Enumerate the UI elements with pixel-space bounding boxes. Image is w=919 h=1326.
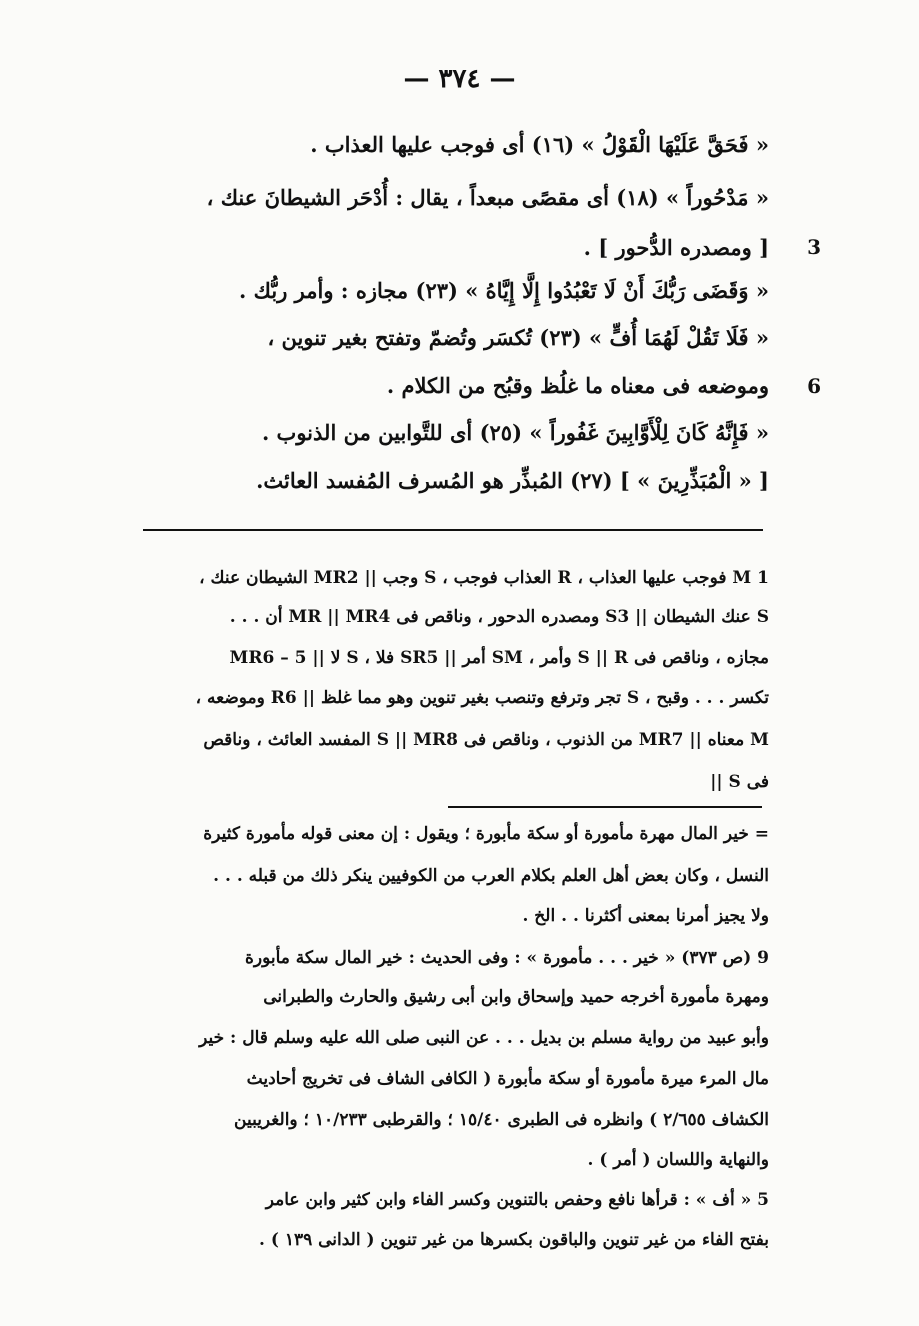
divider — [143, 529, 763, 531]
footnote-line: وأبو عبيد من رواية مسلم بن بديل . . . عن النبى صلى الله عليه وسلم قال : خير — [199, 1028, 769, 1048]
footnote-line: ومهرة مأمورة أخرجه حميد وإسحاق وابن أبى رشيق والحارث والطبرانى — [263, 987, 769, 1007]
footnote-line: 5 « أف » : قرأها نافع وحفص بالتنوين وكسر الفاء وابن كثير وابن عامر — [265, 1190, 769, 1210]
text-line: [ ومصدره الدُّحور ] . — [583, 235, 769, 260]
footnote-line: والنهاية واللسان ( أمر ) . — [587, 1150, 769, 1170]
note-line: تكسر . . . وقبح ، S تجر وترفع وتنصب بغير تنوين وهو مما غلظ || R6 وموضعه ، — [195, 688, 769, 708]
footnote-line: الكشاف ٢/٦٥٥ ) وانظره فى الطبرى ١٥/٤٠ ؛ والقرطبى ١٠/٢٣٣ ؛ والغريبين — [234, 1110, 769, 1130]
note-line: فى S || — [710, 772, 769, 792]
footnote-line: النسل ، وكان بعض أهل العلم بكلام العرب من الكوفيين ينكر ذلك من قبله . . . — [213, 866, 769, 886]
text-line: « وَقَضَى رَبُّكَ أَنْ لَا تَعْبُدُوا إِلَّا إِيَّاهُ » (٢٣) مجازه : وأمر ربُّك . — [239, 278, 769, 303]
note-line: 1 M فوجب عليها العذاب ، R العذاب فوجب ، S وجب || MR2 الشيطان عنك ، — [199, 568, 769, 588]
footnote-line: ولا يجيز أمرنا بمعنى أكثرنا . . الخ . — [522, 906, 769, 926]
line-marker: 3 — [807, 235, 821, 259]
footnote-line: بفتح الفاء من غير تنوين والباقون بكسرها من غير تنوين ( الدانى ١٣٩ ) . — [259, 1230, 769, 1250]
text-line: « فَحَقَّ عَلَيْهَا الْقَوْلُ » (١٦) أى فوجب عليها العذاب . — [310, 132, 769, 157]
text-line: وموضعه فى معناه ما غلُظ وقبُح من الكلام . — [386, 373, 769, 398]
text-line: « مَدْحُوراً » (١٨) أى مقصًى مبعداً ، يقال : أُدْحَر الشيطانَ عنك ، — [206, 185, 769, 210]
text-line: « فَلَا تَقُلْ لَهُمَا أُفٍّ » (٢٣) تُكسَر وتُضمّ وتفتح بغير تنوين ، — [267, 325, 769, 350]
note-line: M معناه || MR7 من الذنوب ، وناقص فى S || MR8 المفسد العائث ، وناقص — [203, 730, 769, 750]
footnote-line: مال المرء ميرة مأمورة أو سكة مأبورة ( الكافى الشاف فى تخريج أحاديث — [246, 1069, 769, 1089]
footnote-line: = خير المال مهرة مأمورة أو سكة مأبورة ؛ ويقول : إن معنى قوله مأمورة كثيرة — [203, 824, 769, 844]
footnote-line: 9 (ص ٣٧٣) « خير . . . مأمورة » : وفى الحديث : خير المال سكة مأبورة — [244, 948, 769, 968]
text-line: [ « الْمُبَذِّرِينَ » ] (٢٧) المُبذِّر هو المُسرف المُفسد العائث. — [256, 468, 769, 493]
page-number: — ٣٧٤ — — [403, 64, 516, 94]
divider — [448, 806, 762, 808]
note-line: S عنك الشيطان || S3 ومصدره الدحور ، وناقص فى MR || MR4 أن . . . — [229, 607, 769, 627]
text-line: « فَإِنَّهُ كَانَ لِلْأَوَّابِينَ غَفُوراً » (٢٥) أى للتَّوابين من الذنوب . — [261, 420, 769, 445]
line-marker: 6 — [807, 374, 821, 398]
note-line: مجازه ، وناقص فى S || R وأمر ، SM أمر || SR5 فلا ، S لا || 5 – MR6 — [229, 648, 769, 668]
